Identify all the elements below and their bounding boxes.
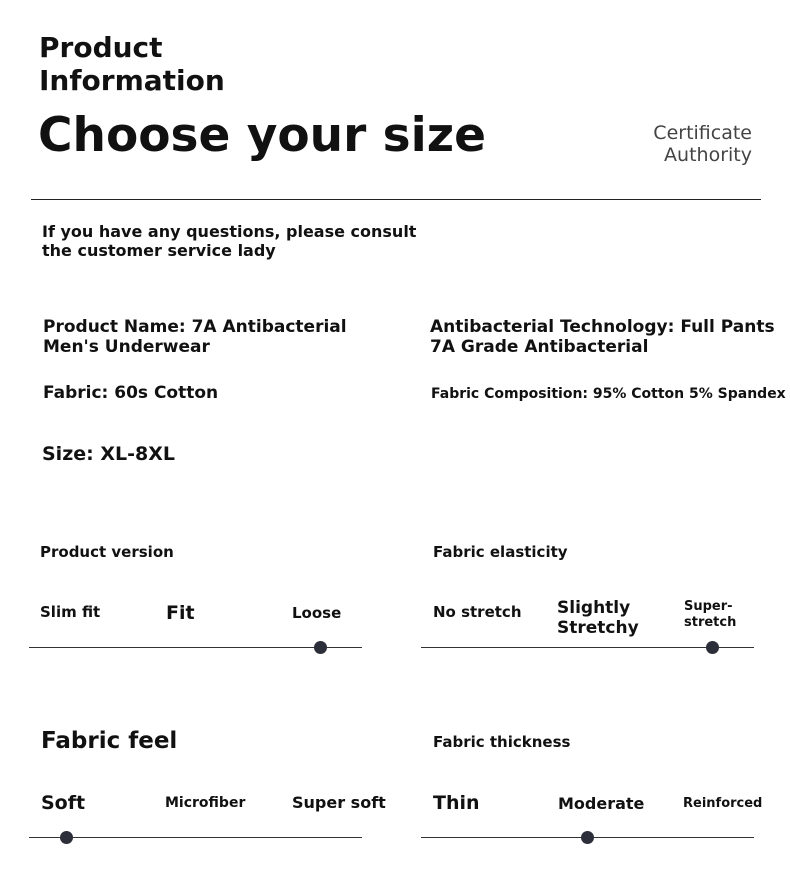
page-title: Choose your size — [38, 108, 486, 163]
elasticity-option-no-stretch: No stretch — [433, 603, 522, 621]
title-line-2: Information — [39, 64, 225, 97]
feel-scale-marker — [60, 831, 73, 844]
fabric-elasticity-title: Fabric elasticity — [433, 543, 568, 561]
customer-service-notice: If you have any questions, please consult the customer service lady — [42, 222, 417, 260]
version-option-slim-fit: Slim fit — [40, 603, 101, 621]
thickness-scale-marker — [581, 831, 594, 844]
elasticity-scale-marker — [706, 641, 719, 654]
feel-option-super-soft: Super soft — [292, 793, 386, 812]
product-information-title — [39, 31, 319, 97]
thickness-option-moderate: Moderate — [558, 794, 645, 813]
certificate-authority-label — [653, 122, 752, 166]
elasticity-option-super-stretch: Super-stretch — [684, 599, 737, 630]
thickness-option-thin: Thin — [433, 792, 480, 814]
feel-scale-track — [29, 837, 362, 838]
composition-spec: Fabric Composition: 95% Cotton 5% Spandex — [431, 386, 786, 402]
version-option-fit: Fit — [166, 602, 195, 624]
product-version-title: Product version — [40, 543, 174, 561]
feel-option-soft: Soft — [41, 792, 86, 814]
feel-option-microfiber: Microfiber — [165, 795, 246, 811]
fabric-thickness-title: Fabric thickness — [433, 733, 571, 751]
cert-line-1: Certificate — [653, 122, 752, 144]
size-spec: Size: XL-8XL — [42, 443, 175, 465]
thickness-option-reinforced: Reinforced — [683, 796, 763, 811]
version-scale-marker — [314, 641, 327, 654]
technology-spec: Antibacterial Technology: Full Pants 7A Grade Antibacterial — [430, 317, 775, 357]
header-divider — [31, 199, 761, 200]
title-line-1: Product — [39, 31, 163, 64]
elasticity-option-slightly-stretchy: Slightly Stretchy — [557, 598, 639, 638]
cert-line-2: Authority — [664, 144, 752, 166]
fabric-feel-title: Fabric feel — [41, 728, 178, 754]
fabric-spec: Fabric: 60s Cotton — [43, 383, 219, 403]
elasticity-scale-track — [421, 647, 754, 648]
version-option-loose: Loose — [292, 604, 342, 622]
version-scale-track — [29, 647, 362, 648]
product-name-spec: Product Name: 7A Antibacterial Men's Underwear — [43, 317, 347, 357]
